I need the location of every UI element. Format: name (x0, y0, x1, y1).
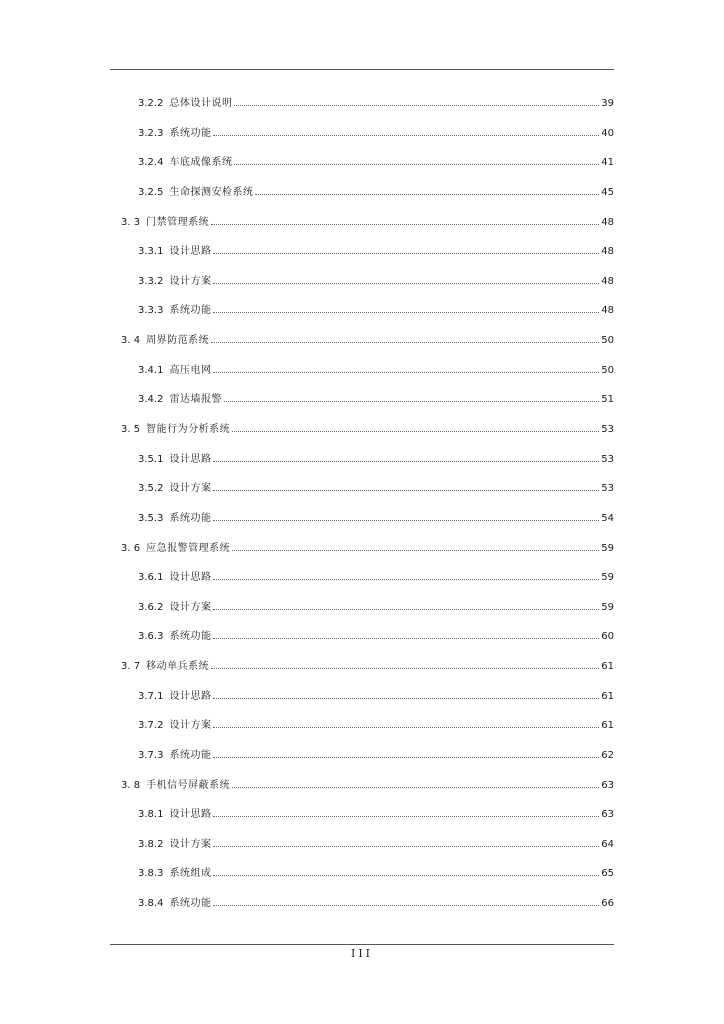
toc-entry-number: 3.5.3 (138, 512, 164, 524)
toc-entry[interactable] (138, 718, 614, 734)
toc-dot-leader (213, 874, 599, 876)
toc-entry-title: 系统功能 (169, 749, 212, 761)
toc-entry[interactable] (138, 570, 614, 586)
toc-dot-leader (213, 756, 599, 758)
toc-entry[interactable] (138, 303, 614, 319)
toc-entry-title: 高压电网 (169, 364, 212, 376)
toc-entry[interactable] (138, 452, 614, 468)
toc-entry-number: 3.4.2 (138, 394, 164, 406)
toc-entry[interactable] (138, 392, 614, 408)
toc-entry-number: 3.2.5 (138, 186, 164, 198)
toc-entry[interactable] (138, 511, 614, 527)
toc-dot-leader (213, 311, 599, 313)
toc-entry-page: 45 (601, 186, 614, 198)
toc-entry[interactable] (121, 215, 614, 231)
toc-entry-number: 3.2.4 (138, 157, 164, 169)
toc-entry-number: 3.8.1 (138, 809, 164, 821)
toc-entry[interactable] (121, 333, 614, 349)
toc-entry-title: 总体设计说明 (169, 98, 233, 109)
toc-entry-page: 61 (601, 720, 614, 732)
toc-dot-leader (213, 489, 599, 491)
toc-dot-leader (213, 726, 599, 728)
toc-entry-number: 3.4.1 (138, 364, 164, 376)
toc-entry-title: 移动单兵系统 (146, 661, 210, 672)
toc-entry-page: 50 (601, 364, 614, 376)
toc-entry-page: 54 (601, 512, 614, 524)
toc-dot-leader (213, 134, 599, 136)
toc-entry-page: 62 (601, 749, 614, 761)
toc-entry-title: 设计方案 (169, 601, 212, 613)
toc-entry-page: 53 (601, 453, 614, 465)
toc-entry-title: 车底成像系统 (169, 157, 233, 169)
toc-entry-title: 设计方案 (169, 838, 212, 850)
toc-entry-number: 3.6.2 (138, 601, 164, 613)
toc-entry-title: 设计思路 (169, 690, 212, 702)
toc-entry-number: 3.8.3 (138, 868, 164, 880)
toc-dot-leader (211, 667, 599, 669)
toc-entry-page: 53 (601, 423, 614, 435)
toc-entry-page: 59 (601, 542, 614, 554)
toc-entry-number: 3.7.2 (138, 720, 164, 732)
toc-dot-leader (234, 104, 599, 106)
toc-entry[interactable] (138, 629, 614, 645)
toc-dot-leader (224, 400, 599, 402)
toc-entry-page: 59 (601, 601, 614, 613)
toc-entry-number: 3.7.3 (138, 749, 164, 761)
toc-dot-leader (211, 341, 599, 343)
toc-entry-page: 63 (601, 779, 614, 791)
toc-entry-title: 系统功能 (169, 127, 212, 139)
toc-dot-leader (213, 371, 599, 373)
toc-entry[interactable] (138, 807, 614, 823)
toc-dot-leader (211, 223, 599, 225)
toc-entry-title: 周界防范系统 (146, 335, 210, 346)
toc-entry[interactable] (138, 837, 614, 853)
toc-entry-page: 48 (601, 305, 614, 317)
toc-entry-number: 3. 8 (121, 779, 141, 791)
toc-entry-number: 3.3.2 (138, 275, 164, 287)
toc-entry[interactable] (138, 481, 614, 497)
toc-entry[interactable] (121, 422, 614, 438)
toc-entry-page: 51 (601, 394, 614, 406)
toc-entry[interactable] (138, 274, 614, 290)
toc-entry[interactable] (138, 185, 614, 201)
toc-entry-page: 65 (601, 868, 614, 880)
toc-entry-number: 3. 3 (121, 216, 141, 228)
toc-dot-leader (213, 460, 599, 462)
toc-entry-title: 应急报警管理系统 (146, 542, 231, 554)
toc-entry[interactable] (138, 748, 614, 764)
toc-entry-page: 66 (601, 898, 614, 909)
toc-entry-number: 3.3.3 (138, 305, 164, 317)
toc-entry-number: 3.6.3 (138, 631, 164, 643)
toc-entry[interactable] (121, 541, 614, 557)
toc-entry-page: 59 (601, 572, 614, 584)
toc-dot-leader (213, 519, 599, 521)
toc-entry-page: 53 (601, 483, 614, 495)
toc-entry-title: 设计方案 (169, 483, 212, 495)
toc-entry-number: 3. 4 (121, 335, 141, 346)
toc-entry-number: 3.5.1 (138, 453, 164, 465)
toc-dot-leader (232, 430, 599, 432)
toc-dot-leader (232, 786, 599, 788)
footer-rule (110, 944, 614, 945)
toc-entry-number: 3. 6 (121, 542, 141, 554)
toc-entry-number: 3. 7 (121, 661, 141, 672)
toc-entry[interactable] (138, 866, 614, 882)
toc-entry-number: 3. 5 (121, 423, 141, 435)
footer-page-number: III (350, 947, 374, 960)
toc-entry-page: 48 (601, 216, 614, 228)
toc-entry-page: 41 (601, 157, 614, 169)
toc-dot-leader (232, 549, 599, 551)
toc-entry[interactable] (138, 96, 614, 112)
toc-dot-leader (213, 578, 599, 580)
toc-entry-page: 61 (601, 690, 614, 702)
toc-dot-leader (213, 815, 599, 817)
toc-entry-page: 48 (601, 246, 614, 258)
toc-dot-leader (213, 637, 599, 639)
toc-entry-title: 设计方案 (169, 275, 212, 287)
toc-entry-title: 设计思路 (169, 453, 212, 465)
toc-entry-page: 61 (601, 661, 614, 672)
toc-entry-number: 3.8.2 (138, 838, 164, 850)
toc-entry-title: 设计思路 (169, 246, 212, 258)
toc-entry[interactable] (138, 126, 614, 142)
toc-entry-title: 手机信号屏蔽系统 (146, 779, 231, 791)
toc-entry[interactable] (138, 600, 614, 616)
toc-entry-page: 39 (601, 98, 614, 109)
toc-entry-number: 3.3.1 (138, 246, 164, 258)
toc-entry[interactable] (138, 896, 614, 912)
toc-entry-title: 设计思路 (169, 809, 212, 821)
toc-entry-title: 系统功能 (169, 305, 212, 317)
toc-entry-title: 门禁管理系统 (146, 216, 210, 228)
toc-dot-leader (213, 697, 599, 699)
toc-entry[interactable] (138, 155, 614, 171)
toc-entry-number: 3.5.2 (138, 483, 164, 495)
toc-dot-leader (213, 845, 599, 847)
toc-entry[interactable] (121, 659, 614, 675)
toc-dot-leader (213, 608, 599, 610)
toc-entry-title: 设计思路 (169, 572, 212, 584)
toc-entry-title: 系统功能 (169, 631, 212, 643)
toc-entry-title: 智能行为分析系统 (146, 423, 231, 435)
toc-dot-leader (255, 193, 599, 195)
toc-entry-number: 3.2.3 (138, 127, 164, 139)
toc-dot-leader (213, 904, 599, 906)
toc-dot-leader (213, 252, 599, 254)
toc-entry-number: 3.7.1 (138, 690, 164, 702)
toc-entry-page: 48 (601, 275, 614, 287)
toc-entry-page: 63 (601, 809, 614, 821)
toc-entry-page: 64 (601, 838, 614, 850)
toc-entry-title: 设计方案 (169, 720, 212, 732)
toc-entry-number: 3.8.4 (138, 898, 164, 909)
toc-entry-page: 40 (601, 127, 614, 139)
toc-entry-title: 生命探测安检系统 (169, 186, 254, 198)
toc-dot-leader (213, 282, 599, 284)
toc-entry-title: 系统功能 (169, 898, 212, 909)
toc-entry-page: 60 (601, 631, 614, 643)
toc-entry[interactable] (138, 244, 614, 260)
toc-entry-number: 3.2.2 (138, 98, 164, 109)
toc-entry-title: 系统功能 (169, 512, 212, 524)
toc-entry[interactable] (138, 363, 614, 379)
toc-dot-leader (234, 163, 599, 165)
toc-entry-title: 雷达墙报警 (169, 394, 222, 406)
toc-entry-page: 50 (601, 335, 614, 346)
toc-entry-title: 系统组成 (169, 868, 212, 880)
toc-entry-number: 3.6.1 (138, 572, 164, 584)
toc-entry[interactable] (121, 778, 614, 794)
toc-entry[interactable] (138, 689, 614, 705)
